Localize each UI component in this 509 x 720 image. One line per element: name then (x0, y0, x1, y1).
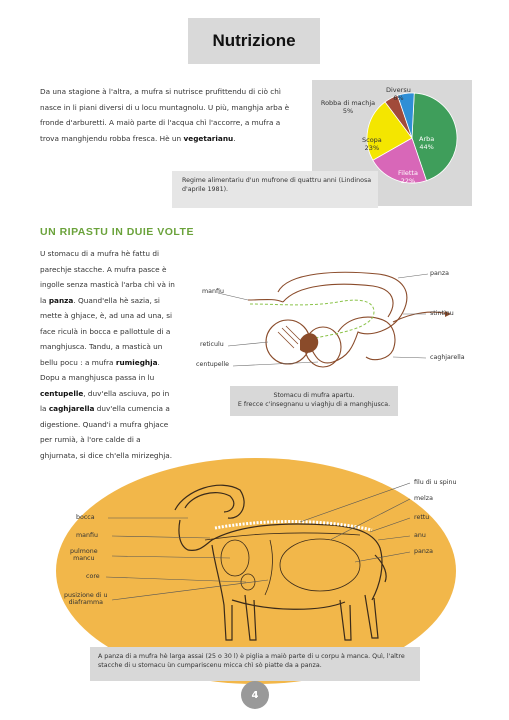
label-diaframma-line2: diaframma (68, 599, 103, 606)
term-rumieghja: rumieghja (115, 357, 158, 367)
section-text-3: . Dopu a manghjusca passa in lu (40, 357, 160, 382)
label-panza-sheep: panza (414, 548, 434, 555)
pie-label-scopa-value: 23% (364, 143, 380, 152)
hind-leg-2 (365, 595, 378, 638)
label-centupelle: centupelle (196, 361, 230, 368)
stomach-caption-line2: E frecce c'insegnanu u viaghju di a manghjusca. (237, 401, 391, 408)
pie-label-robba-value: 5% (342, 106, 354, 115)
intro-end: . (233, 133, 236, 143)
leader-line (330, 499, 410, 540)
hind-leg (340, 600, 351, 640)
leader-line (112, 556, 230, 558)
leader-line (370, 518, 410, 532)
sheep-caption: A panza di a mufra hè larga assai (25 o 30 l) è piglia a maiò parte di u corpu à manca. Quì, l'altre stacche di u stomacu ùn cumpariscenu micca chì sò piatte da a panza. (90, 647, 420, 681)
leader-line (112, 536, 210, 538)
pie-label-diversu-value: 6% (393, 93, 404, 102)
label-filu-spinu: filu di u spinu (414, 479, 457, 486)
pie-label-diversu-name: Diversu (386, 86, 411, 94)
label-stintinu: stintinu (430, 310, 454, 317)
label-diaframma (64, 592, 108, 606)
section-text-5: duv'ella cumencia a digestione. Quand'i a mufra ghjace per rumià, à l'ore calde di a ghjurnata, si dice ch'ella mirizeghja. (40, 404, 173, 460)
pie-label-arba-name: Arba (419, 135, 435, 143)
label-panza: panza (430, 270, 450, 277)
front-leg (212, 545, 232, 640)
pie-label-scopa-name: Scopa (362, 136, 382, 144)
panza-organ (280, 539, 360, 591)
stomach-caption-line1: Stomacu di mufra apartu. (273, 392, 355, 399)
spine (215, 522, 372, 531)
label-caghjarella: caghjarella (430, 354, 465, 361)
diaphragm (265, 540, 272, 595)
label-manfiu-sheep: manfiu (76, 532, 98, 539)
section-heading: UN RIPASTU IN DUIE VOLTE (40, 226, 194, 238)
pie-label-filetta-value: 22% (400, 176, 416, 185)
pie-caption: Regime alimentariu d'un mufrone di quattru anni (Lindinosa d'aprile 1981). (172, 171, 378, 208)
horn-inner (185, 493, 234, 512)
intro-bold: vegetarianu (183, 133, 234, 143)
leader-line (112, 580, 268, 600)
label-pulmone (70, 548, 98, 562)
pie-label-filetta-name: Filetta (398, 169, 418, 177)
page-number: 4 (241, 681, 269, 709)
page-title: Nutrizione (212, 31, 296, 50)
intro-text: Da una stagione à l'altra, a mufra si nutrisce prufittendu di ciò chì nasce in li piani diversi di u locu muntagnolu. U più, manghja arba è fronde d'arburetti. A maiò parte di l'acqua chì l'accorre, a mufra a trova manghjendu robba fresca. Hè un (40, 87, 290, 143)
term-panza: panza (48, 295, 74, 305)
label-manfiu: manfiu (202, 288, 224, 295)
label-core: core (86, 573, 100, 580)
leader-line (378, 536, 410, 540)
leader-line (300, 483, 410, 522)
label-reticulu: reticulu (200, 341, 224, 348)
leader-line (106, 577, 246, 582)
belly-outline (232, 600, 345, 609)
label-anu: anu (414, 532, 426, 539)
section-text-4: , duv'ella asciuva, po in la (40, 388, 170, 413)
label-pulmone-line2: mancu (73, 555, 95, 562)
section-text-2: . Quand'ella hè sazia, si mette à ghjace, è, ad una ad una, si face riculà in bocca e pallottule di a manghjusca. Tandu, a masticà un bellu pocu : a mufra (40, 295, 173, 367)
term-centupelle: centupelle (40, 388, 84, 398)
section-text-1: U stomacu di a mufra hè fattu di parechje stacche. A mufra pasce è ingolle senza masticà l'arba chì và in la (40, 249, 175, 305)
label-diaframma-line1: pusizione di u (64, 592, 108, 599)
label-rettu: rettu (414, 514, 430, 521)
label-melza: melza (414, 495, 433, 502)
label-bocca: bocca (76, 514, 95, 521)
front-leg-2 (245, 595, 256, 640)
pie-label-robba-name: Robba di machja (320, 99, 376, 107)
label-pulmone-line1: pulmone (70, 548, 98, 555)
term-caghjarella: caghjarella (48, 404, 95, 413)
pie-label-arba-value: 44% (419, 142, 434, 151)
